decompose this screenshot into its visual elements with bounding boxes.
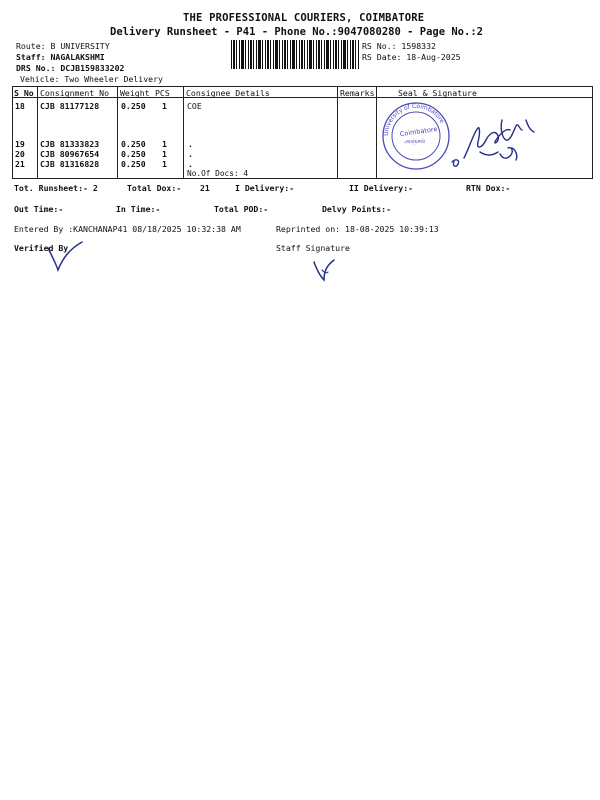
verified-by: Verified By <box>14 243 69 253</box>
col-header-seal: Seal & Signature <box>398 88 477 98</box>
row-sno: 18 <box>15 101 25 111</box>
col-header-weight: Weight <box>120 88 150 98</box>
row-weight: 0.250 <box>121 139 146 149</box>
row-details: . <box>188 139 193 149</box>
row-weight: 0.250 <box>121 101 146 111</box>
row-sno: 21 <box>15 159 25 169</box>
drs-info: DRS No.: DCJB159833202 <box>16 63 125 73</box>
total-pod: Total POD:- <box>214 204 269 214</box>
row-sno: 20 <box>15 149 25 159</box>
row-pcs: 1 <box>162 149 167 159</box>
barcode <box>231 40 359 69</box>
verified-tick-mark <box>46 240 86 274</box>
seal-ring-text: University of Coimbatore <box>382 102 446 137</box>
row-pcs: 1 <box>162 101 167 111</box>
no-of-docs: No.Of Docs: 4 <box>187 169 249 178</box>
row-sno: 19 <box>15 139 25 149</box>
row-details: . <box>188 149 193 159</box>
route-info: Route: B UNIVERSITY <box>16 41 110 51</box>
recipient-signature <box>442 112 554 176</box>
tot-runsheet: Tot. Runsheet:- 2 <box>14 183 98 193</box>
total-dox-label: Total Dox:- <box>127 183 182 193</box>
runsheet-subtitle: Delivery Runsheet - P41 - Phone No.:9047080280 - Page No.:2 <box>110 26 483 38</box>
col-header-consignment: Consignment No <box>40 88 110 98</box>
entered-by: Entered By :KANCHANAP41 08/18/2025 10:32:38 AM <box>14 224 241 234</box>
row-consignment: CJB 81316828 <box>40 159 100 169</box>
row-weight: 0.250 <box>121 149 146 159</box>
row-consignment: CJB 81177128 <box>40 101 100 111</box>
out-time: Out Time:- <box>14 204 64 214</box>
row-details: . <box>188 159 193 169</box>
row-consignment: CJB 80967654 <box>40 149 100 159</box>
col-header-consignee: Consignee Details <box>186 88 270 98</box>
staff-signature-mark <box>310 258 340 284</box>
seal-center-text: Coimbatore <box>399 125 438 139</box>
vehicle-info: Vehicle: Two Wheeler Delivery <box>20 74 163 84</box>
rtn-dox: RTN Dox:- <box>466 183 511 193</box>
total-dox-value: 21 <box>200 183 210 193</box>
row-pcs: 1 <box>162 159 167 169</box>
col-header-pcs: PCS <box>155 88 170 98</box>
row-consignment: CJB 81333823 <box>40 139 100 149</box>
company-title: THE PROFESSIONAL COURIERS, COIMBATORE <box>183 12 425 24</box>
seal-center-text-2: அஞ்சல் <box>404 138 426 145</box>
row-weight: 0.250 <box>121 159 146 169</box>
reprinted-on: Reprinted on: 18-08-2025 10:39:13 <box>276 224 439 234</box>
staff-signature-label: Staff Signature <box>276 243 350 253</box>
staff-info: Staff: NAGALAKSHMI <box>16 52 105 62</box>
col-header-sno: S No <box>14 88 34 98</box>
col-header-remarks: Remarks <box>340 88 375 98</box>
in-time: In Time:- <box>116 204 161 214</box>
rs-date: RS Date: 18-Aug-2025 <box>362 52 461 62</box>
delvy-points: Delvy Points:- <box>322 204 392 214</box>
rs-number: RS No.: 1598332 <box>362 41 436 51</box>
row-details: COE <box>187 101 202 111</box>
row-pcs: 1 <box>162 139 167 149</box>
ii-delivery: II Delivery:- <box>349 183 414 193</box>
i-delivery: I Delivery:- <box>235 183 295 193</box>
